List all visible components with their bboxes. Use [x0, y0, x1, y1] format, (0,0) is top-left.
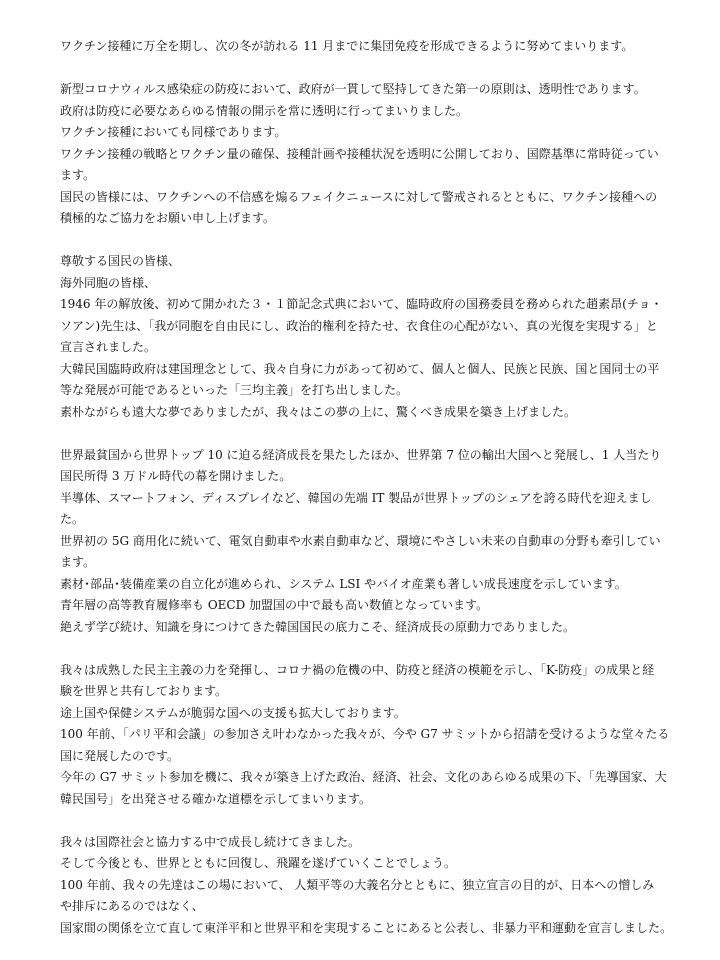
- text-line: 国に発展したのです。: [60, 748, 180, 763]
- text-line: 素朴ながらも遠大な夢でありましたが、我々はこの夢の上に、驚くべき成果を築き上げました。: [60, 404, 577, 419]
- paragraph: [60, 445, 698, 639]
- text-line: 政府は防疫に必要なあらゆる情報の開示を常に透明に行ってまいりました。: [60, 103, 469, 118]
- text-line: 国民所得 3 万ドル時代の幕を開けました。: [60, 469, 292, 483]
- paragraph-gap: [60, 58, 698, 80]
- paragraph: [60, 36, 698, 58]
- text-line: 1946 年の解放後、初めて開かれた３・１節記念式典において、臨時政府の国務委員を務められた趙素昂(チョ・: [60, 297, 663, 311]
- text-line: そして今後とも、世界とともに回復し、飛躍を遂げていくことでしょう。: [60, 856, 457, 870]
- text-line: 等な発展が可能であるといった「三均主義」を打ち出しました。: [60, 383, 409, 397]
- text-line: 宣言されました。: [60, 340, 157, 354]
- text-line: 青年層の高等教育履修率も OECD 加盟国の中で最も高い数値となっています。: [60, 598, 489, 612]
- paragraph-gap: [60, 230, 698, 252]
- text-line: 新型コロナウィルス感染症の防疫において、政府が一貫して堅持してきた第一の原則は、透明性であります。: [60, 82, 646, 96]
- text-line: ワクチン接種においても同様であります。: [60, 125, 287, 139]
- text-line: 世界最貧国から世界トップ 10 に迫る経済成長を果たしたほか、世界第 7 位の輸出大国へと発展し、1 人当たり: [60, 447, 662, 462]
- paragraph-gap: [60, 423, 698, 445]
- paragraph-gap: [60, 810, 698, 832]
- text-line: 100 年前、我々の先達はこの場において、 人類平等の大義名分とともに、独立宣言の目的が、日本への憎しみ: [60, 877, 655, 892]
- paragraph: [60, 251, 698, 423]
- text-line: 尊敬する国民の皆様、: [60, 254, 181, 268]
- text-line: た。: [60, 512, 85, 526]
- text-line: 半導体、スマートフォン、ディスプレイなど、韓国の先端 IT 製品が世界トップのシェアを誇る時代を迎えまし: [60, 490, 652, 505]
- paragraph: [60, 832, 698, 940]
- text-line: 国民の皆様には、ワクチンへの不信感を煽るフェイクニュースに対して警戒されるとともに、ワクチン接種への: [60, 189, 658, 204]
- paragraph: [60, 660, 698, 811]
- text-line: ワクチン接種に万全を期し、次の冬が訪れる 11 月までに集団免疫を形成できるように努めてまいります。: [60, 39, 634, 53]
- text-line: や排斥にあるのではなく、: [60, 899, 204, 913]
- text-line: 積極的なご協力をお願い申し上げます。: [60, 211, 276, 225]
- text-line: ワクチン接種の戦略とワクチン量の確保、接種計画や接種状況を透明に公開しており、国際基準に常時従ってい: [60, 146, 659, 161]
- text-line: 絶えず学び続け、知識を身につけてきた韓国国民の底力こそ、経済成長の原動力でありました。: [60, 619, 576, 634]
- text-line: ます。: [60, 168, 96, 182]
- paragraph-gap: [60, 638, 698, 660]
- text-line: 海外同胞の皆様、: [60, 275, 157, 290]
- text-line: ます。: [60, 555, 96, 569]
- text-line: 世界初の 5G 商用化に続いて、電気自動車や水素自動車など、環境にやさしい未来の自動車の分野も牽引してい: [60, 533, 661, 548]
- text-line: 国家間の関係を立て直して東洋平和と世界平和を実現することにあると公表し、非暴力平和運動を宣言しました。: [60, 920, 673, 935]
- text-line: 大韓民国臨時政府は建国理念として、我々自身に力があって初めて、個人と個人、民族と民族、国と国同士の平: [60, 361, 660, 376]
- paragraph: [60, 79, 698, 230]
- text-line: 我々は国際社会と協力する中で成長し続けてきました。: [60, 834, 361, 849]
- text-line: ソアン)先生は、｢我が同胞を自由民にし、政治的権利を持たせ、衣食住の心配がない、真の光復を実現する」と: [60, 318, 658, 333]
- text-line: 験を世界と共有しております。: [60, 684, 228, 698]
- text-line: 我々は成熟した民主主義の力を発揮し、コロナ禍の危機の中、防疫と経済の模範を示し、「K-防疫」の成果と経: [60, 662, 655, 677]
- text-line: 韓民国号」を出発させる確かな道標を示してまいります。: [60, 791, 372, 806]
- text-line: 100 年前、｢パリ平和会議」の参加さえ叶わなかった我々が、今や G7 サミットから招請を受けるような堂々たる: [60, 727, 670, 741]
- text-line: 今年の G7 サミット参加を機に、我々が築き上げた政治、経済、社会、文化のあらゆる成果の下、｢先導国家、大: [60, 770, 667, 784]
- text-line: 素材･部品･装備産業の自立化が進められ、システム LSI やバイオ産業も著しい成長速度を示しています。: [60, 576, 627, 591]
- text-line: 途上国や保健システムが脆弱な国への支援も拡大しております。: [60, 705, 406, 720]
